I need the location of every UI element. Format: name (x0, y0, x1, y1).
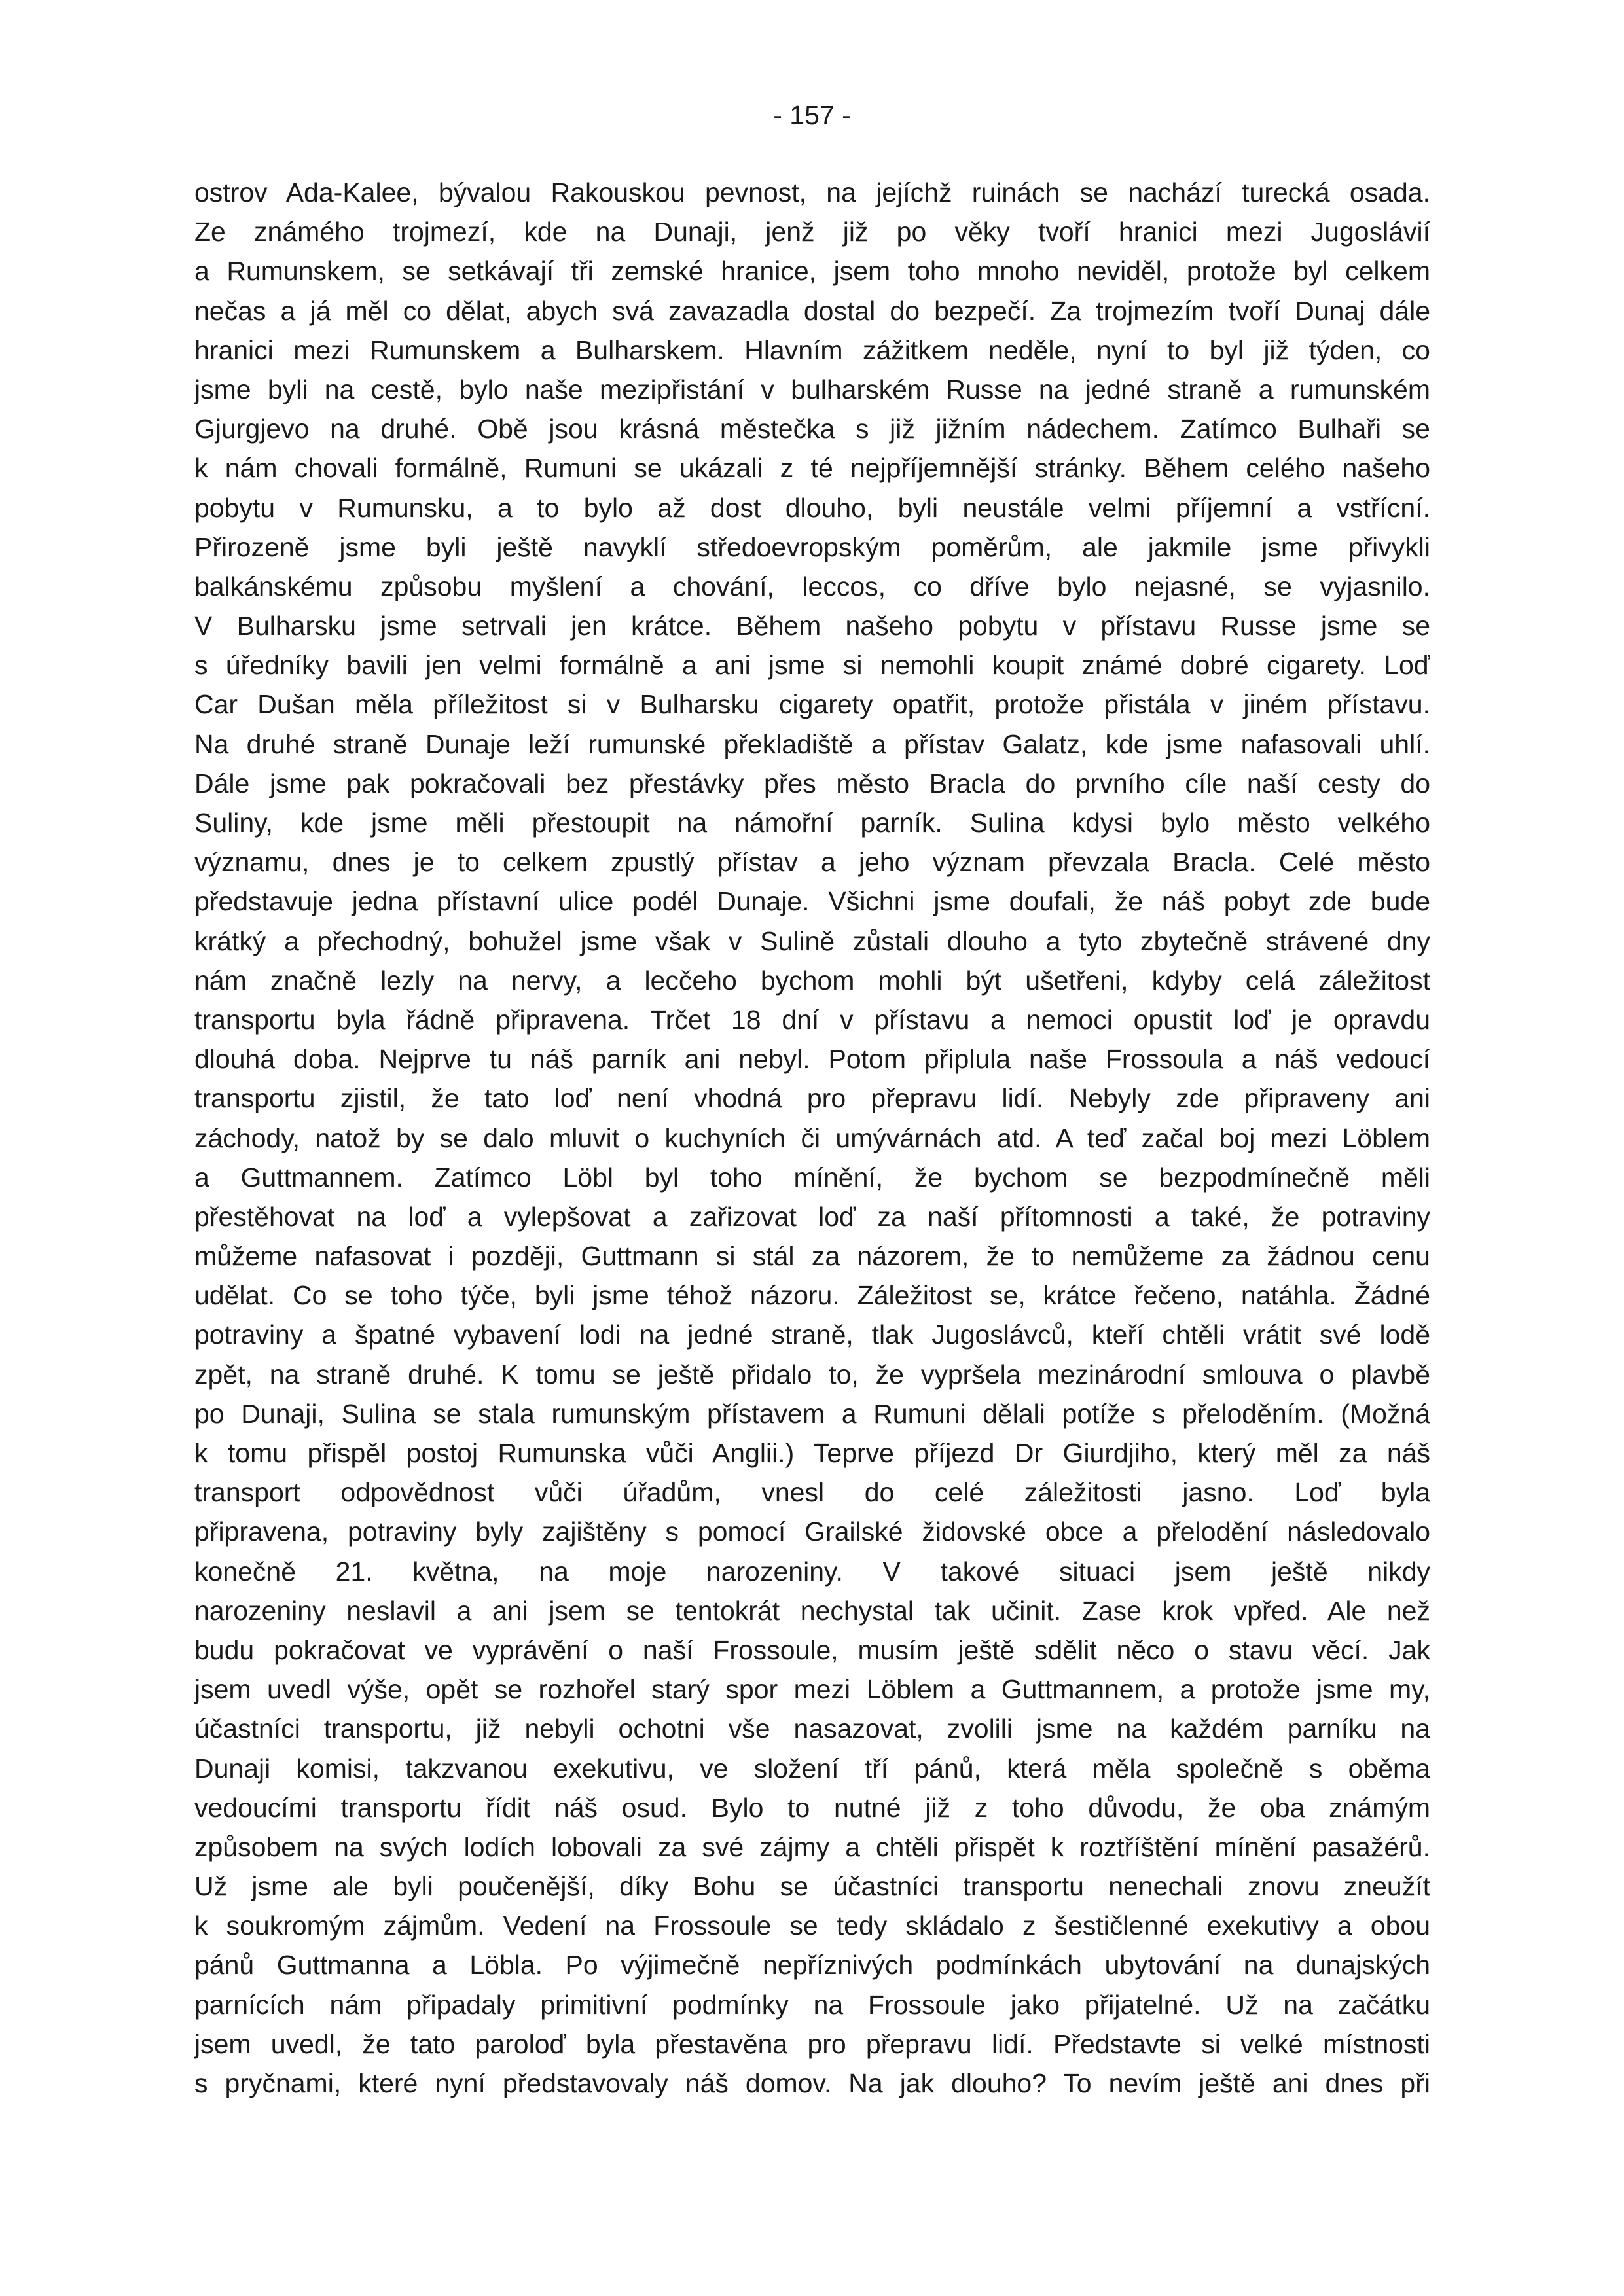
text-line: účastníci transportu, již nebyli ochotni vše nasazovat, zvolili jsme na každém parníku na (194, 1713, 1430, 1744)
text-line: Car Dušan měla příležitost si v Bulharsku cigarety opatřit, protože přistála v jiném přístavu. (194, 689, 1430, 720)
text-line: pobytu v Rumunsku, a to bylo až dost dlouho, byli neustále velmi příjemní a vstřícní. (194, 492, 1430, 523)
text-line: připravena, potraviny byly zajištěny s pomocí Grailské židovské obce a přelodění následovalo (194, 1516, 1430, 1547)
text-line: Přirozeně jsme byli ještě navyklí středoevropským poměrům, ale jakmile jsme přivykli (194, 531, 1430, 562)
text-line: Suliny, kde jsme měli přestoupit na námořní parník. Sulina kdysi bylo město velkého (194, 808, 1430, 838)
body-text (194, 173, 1430, 2103)
text-line: můžeme nafasovat i později, Guttmann si stál za názorem, že to nemůžeme za žádnou cenu (194, 1241, 1430, 1272)
text-line: nám značně lezly na nervy, a lecčeho bychom mohli být ušetřeni, kdyby celá záležitost (194, 965, 1430, 996)
text-line: jsem uvedl výše, opět se rozhořel starý spor mezi Löblem a Guttmannem, a protože jsme my, (194, 1674, 1430, 1705)
text-line: udělat. Co se toho týče, byli jsme téhož názoru. Záležitost se, krátce řečeno, natáhla. Žádné (194, 1280, 1430, 1311)
text-line: s pryčnami, které nyní představovaly náš domov. Na jak dlouho? To nevím ještě ani dnes při (194, 2068, 1430, 2098)
text-line: Dunaji komisi, takzvanou exekutivu, ve složení tří pánů, která měla společně s oběma (194, 1753, 1430, 1784)
text-line: zpět, na straně druhé. K tomu se ještě přidalo to, že vypršela mezinárodní smlouva o plavbě (194, 1359, 1430, 1390)
text-line: dlouhá doba. Nejprve tu náš parník ani nebyl. Potom připlula naše Frossoula a náš vedoucí (194, 1044, 1430, 1075)
text-line: s úředníky bavili jen velmi formálně a ani jsme si nemohli koupit známé dobré cigarety. Loď (194, 650, 1430, 681)
text-line: budu pokračovat ve vyprávění o naší Frossoule, musím ještě sdělit něco o stavu věcí. Jak (194, 1634, 1430, 1665)
text-line: jsem uvedl, že tato paroloď byla přestavěna pro přepravu lidí. Představte si velké místnosti (194, 2028, 1430, 2059)
text-line: přestěhovat na loď a vylepšovat a zařizovat loď za naší přítomnosti a také, že potraviny (194, 1201, 1430, 1232)
text-line: nečas a já měl co dělat, abych svá zavazadla dostal do bezpečí. Za trojmezím tvoří Dunaj dále (194, 295, 1430, 326)
text-line: a Guttmannem. Zatímco Löbl byl toho mínění, že bychom se bezpodmínečně měli (194, 1162, 1430, 1193)
text-line: konečně 21. května, na moje narozeniny. V takové situaci jsem ještě nikdy (194, 1556, 1430, 1587)
text-line: Dále jsme pak pokračovali bez přestávky přes město Bracla do prvního cíle naší cesty do (194, 768, 1430, 798)
text-line: krátký a přechodný, bohužel jsme však v Sulině zůstali dlouho a tyto zbytečně strávené dny (194, 925, 1430, 956)
text-line: Na druhé straně Dunaje leží rumunské překladiště a přístav Galatz, kde jsme nafasovali uhlí. (194, 728, 1430, 759)
text-line: a Rumunskem, se setkávají tři zemské hranice, jsem toho mnoho neviděl, protože byl celkem (194, 256, 1430, 287)
text-line: po Dunaji, Sulina se stala rumunským přístavem a Rumuni dělali potíže s přeloděním. (Možná (194, 1398, 1430, 1429)
text-line: ostrov Ada-Kalee, bývalou Rakouskou pevnost, na jejíchž ruinách se nachází turecká osada. (194, 177, 1430, 207)
text-line: Už jsme ale byli poučenější, díky Bohu se účastníci transportu nenechali znovu zneužít (194, 1871, 1430, 1902)
text-line: vedoucími transportu řídit náš osud. Bylo to nutné již z toho důvodu, že oba známým (194, 1792, 1430, 1823)
text-line: narozeniny neslavil a ani jsem se tentokrát nechystal tak učinit. Zase krok vpřed. Ale než (194, 1595, 1430, 1626)
text-line: transportu zjistil, že tato loď není vhodná pro přepravu lidí. Nebyly zde připraveny ani (194, 1083, 1430, 1114)
text-line: záchody, natož by se dalo mluvit o kuchyních či umývárnách atd. A teď začal boj mezi Löblem (194, 1122, 1430, 1153)
text-line: k soukromým zájmům. Vedení na Frossoule se tedy skládalo z šestičlenné exekutivy a obou (194, 1910, 1430, 1941)
text-line: Gjurgjevo na druhé. Obě jsou krásná městečka s již jižním nádechem. Zatímco Bulhaři se (194, 414, 1430, 444)
text-line: hranici mezi Rumunskem a Bulharskem. Hlavním zážitkem neděle, nyní to byl již týden, co (194, 334, 1430, 365)
text-line: balkánskému způsobu myšlení a chování, leccos, co dříve bylo nejasné, se vyjasnilo. (194, 571, 1430, 601)
text-line: jsme byli na cestě, bylo naše mezipřistání v bulharském Russe na jedné straně a rumunském (194, 374, 1430, 404)
text-line: k tomu přispěl postoj Rumunska vůči Anglii.) Teprve příjezd Dr Giurdjiho, který měl za náš (194, 1438, 1430, 1468)
text-line: V Bulharsku jsme setrvali jen krátce. Během našeho pobytu v přístavu Russe jsme se (194, 611, 1430, 641)
text-line: parnících nám připadaly primitivní podmínky na Frossoule jako přijatelné. Už na začátku (194, 1989, 1430, 2020)
text-line: potraviny a špatné vybavení lodi na jedné straně, tlak Jugoslávců, kteří chtěli vrátit své lodě (194, 1319, 1430, 1350)
text-line: pánů Guttmanna a Löbla. Po výjimečně nepříznivých podmínkách ubytování na dunajských (194, 1950, 1430, 1981)
text-line: transport odpovědnost vůči úřadům, vnesl do celé záležitosti jasno. Loď byla (194, 1477, 1430, 1508)
text-line: transportu byla řádně připravena. Trčet 18 dní v přístavu a nemoci opustit loď je opravdu (194, 1004, 1430, 1035)
page-number: - 157 - (773, 100, 851, 130)
text-line: představuje jedna přístavní ulice podél Dunaje. Všichni jsme doufali, že náš pobyt zde bude (194, 886, 1430, 917)
text-line: způsobem na svých lodích lobovali za své zájmy a chtěli přispět k roztříštění mínění pasažérů. (194, 1831, 1430, 1862)
text-line: významu, dnes je to celkem zpustlý přístav a jeho význam převzala Bracla. Celé město (194, 847, 1430, 878)
text-line: Ze známého trojmezí, kde na Dunaji, jenž již po věky tvoří hranici mezi Jugoslávií (194, 217, 1430, 247)
text-line: k nám chovali formálně, Rumuni se ukázali z té nejpříjemnější stránky. Během celého našeho (194, 453, 1430, 484)
